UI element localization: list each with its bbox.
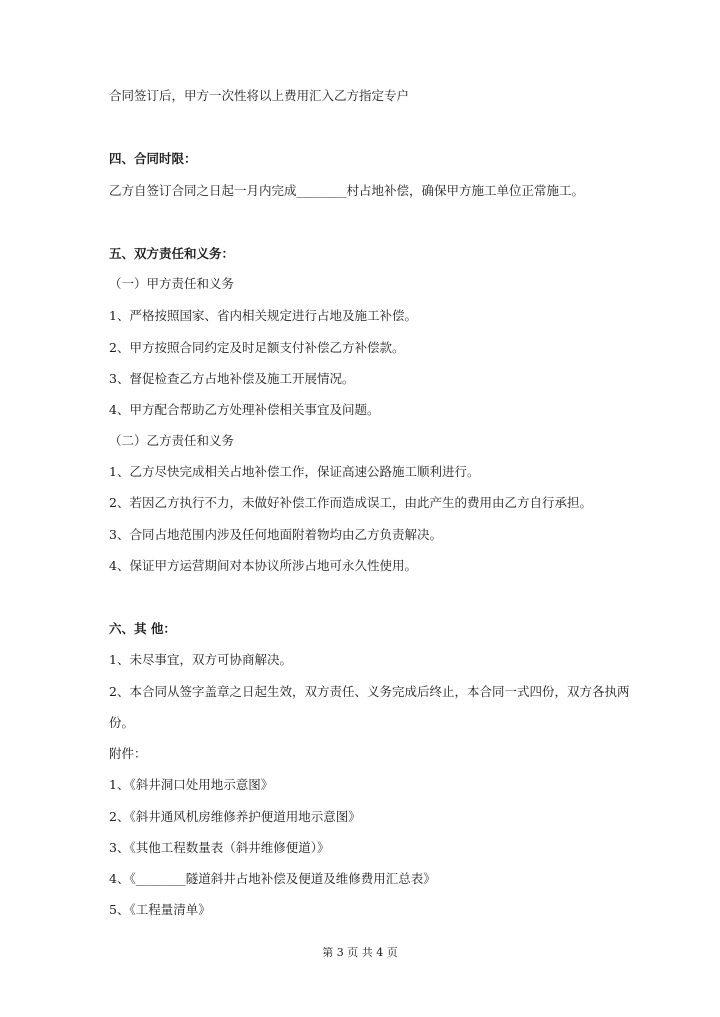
list-item: 4、甲方配合帮助乙方处理补偿相关事宜及问题。 (109, 402, 380, 417)
attachment-item: 4、《________隧道斜井占地补偿及便道及维修费用汇总表》 (109, 871, 436, 886)
section-heading-other: 六、其 他： (109, 621, 176, 636)
list-item: 2、本合同从签字盖章之日起生效，双方责任、义务完成后终止，本合同一式四份，双方各执两 (109, 684, 630, 699)
list-item-continuation: 份。 (109, 715, 135, 730)
body-text-line: 乙方自签订合同之日起一月内完成________村占地补偿，确保甲方施工单位正常施工。 (109, 183, 585, 198)
list-item: 2、甲方按照合同约定及时足额支付补偿乙方补偿款。 (109, 340, 405, 355)
list-item: 2、若因乙方执行不力，未做好补偿工作而造成误工，由此产生的费用由乙方自行承担。 (109, 495, 592, 510)
subsection-heading-party-b: （二）乙方责任和义务 (109, 433, 235, 448)
list-item: 1、乙方尽快完成相关占地补偿工作，保证高速公路施工顺利进行。 (109, 464, 480, 479)
section-heading-contract-term: 四、合同时限： (109, 151, 197, 166)
attachment-item: 1、《斜井洞口处用地示意图》 (109, 777, 274, 792)
list-item: 4、保证甲方运营期间对本协议所涉占地可永久性使用。 (109, 558, 417, 573)
attachment-item: 5、《工程量清单》 (109, 902, 211, 917)
subsection-heading-party-a: （一）甲方责任和义务 (109, 276, 235, 291)
attachment-item: 3、《其他工程数量表（斜井维修便道）》 (109, 840, 330, 855)
section-heading-responsibilities: 五、双方责任和义务： (109, 246, 235, 261)
list-item: 1、严格按照国家、省内相关规定进行占地及施工补偿。 (109, 308, 417, 323)
list-item: 1、未尽事宜，双方可协商解决。 (109, 652, 292, 667)
page-number-footer: 第 3 页 共 4 页 (322, 946, 398, 959)
list-item: 3、合同占地范围内涉及任何地面附着物均由乙方负责解决。 (109, 527, 442, 542)
attachment-item: 2、《斜井通风机房维修养护便道用地示意图》 (109, 809, 361, 824)
attachments-label: 附件： (109, 746, 147, 761)
body-text-line: 合同签订后，甲方一次性将以上费用汇入乙方指定专户 (109, 88, 410, 103)
list-item: 3、督促检查乙方占地补偿及施工开展情况。 (109, 371, 355, 386)
